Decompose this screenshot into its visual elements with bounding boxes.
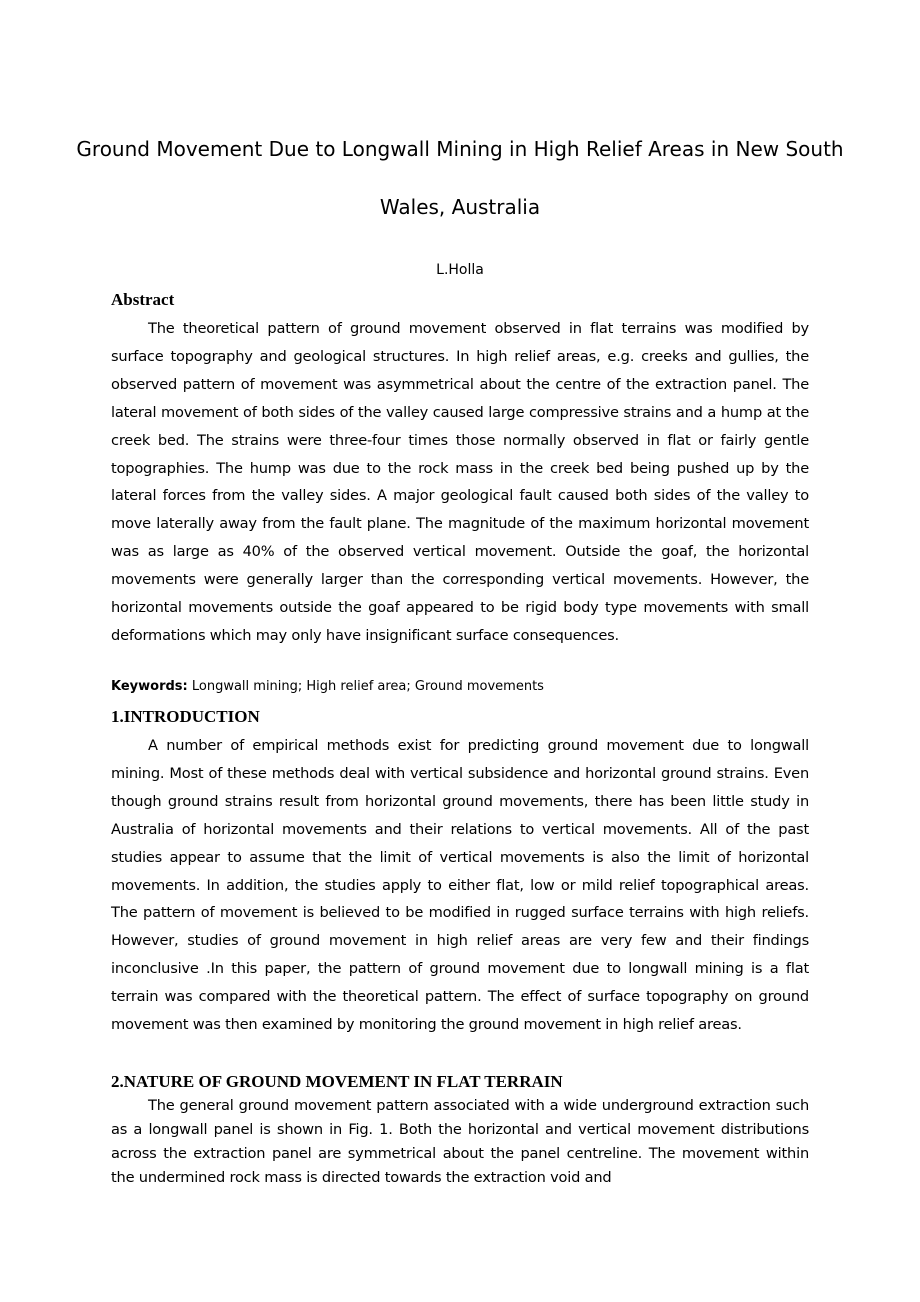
section-heading-flat-terrain: 2.NATURE OF GROUND MOVEMENT IN FLAT TERRAIN: [111, 1072, 563, 1091]
section-heading-introduction: 1.INTRODUCTION: [111, 707, 260, 726]
paper-title: Ground Movement Due to Longwall Mining in High Relief Areas in New South Wales, Australia: [76, 137, 844, 219]
keywords-line: [111, 676, 809, 698]
flat-terrain-text: The general ground movement pattern associated with a wide underground extraction such as a longwall panel is shown in Fig. 1. Both the horizontal and vertical movement distributions across the extraction panel are symmetrical about the panel centreline. The movement within the undermined rock mass is directed towards the extraction void and: [111, 1097, 809, 1186]
abstract-text: The theoretical pattern of ground movement observed in flat terrains was modified by surface topography and geological structures. In high relief areas, e.g. creeks and gullies, the observed pattern of movement was asymmetrical about the centre of the extraction panel. The lateral movement of both sides of the valley caused large compressive strains and a hump at the creek bed. The strains were three-four times those normally observed in flat or fairly gentle topographies. The hump was due to the rock mass in the creek bed being pushed up by the lateral forces from the valley sides. A major geological fault caused both sides of the valley to move laterally away from the fault plane. The magnitude of the maximum horizontal movement was as large as 40% of the observed vertical movement. Outside the goaf, the horizontal movements were generally larger than the corresponding vertical movements. However, the horizontal movements outside the goaf appeared to be rigid body type movements with small deformations which may only have insignificant surface consequences.: [111, 320, 809, 644]
abstract-heading: Abstract: [111, 290, 175, 309]
keywords-label: Keywords:: [111, 679, 188, 694]
introduction-text: A number of empirical methods exist for predicting ground movement due to longwall mining. Most of these methods deal with vertical subsidence and horizontal ground strains. Even though ground strains result from horizontal ground movements, there has been little study in Australia of horizontal movements and their relations to vertical movements. All of the past studies appear to assume that the limit of vertical movements is also the limit of horizontal movements. In addition, the studies apply to either flat, low or mild relief topographical areas. The pattern of movement is believed to be modified in rugged surface terrains with high reliefs. However, studies of ground movement in high relief areas are very few and their findings inconclusive .In this paper, the pattern of ground movement due to longwall mining is a flat terrain was compared with the theoretical pattern. The effect of surface topography on ground movement was then examined by monitoring the ground movement in high relief areas.: [111, 737, 809, 1034]
keywords-text: Longwall mining; High relief area; Ground movements: [187, 679, 544, 694]
author-name: L.Holla: [436, 262, 484, 278]
